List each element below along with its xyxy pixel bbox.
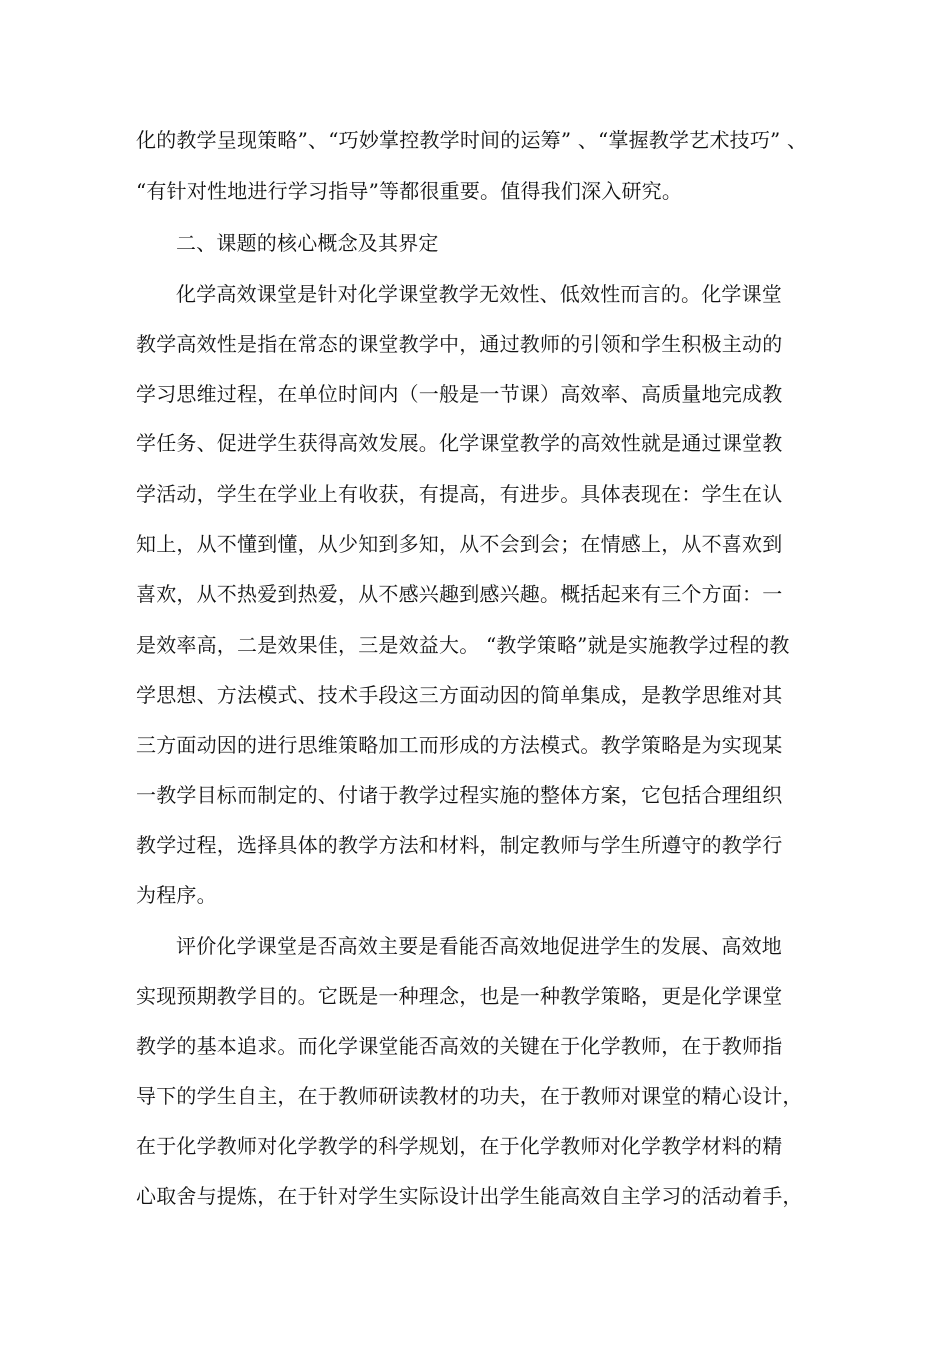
text-line: 知上，从不懂到懂，从少知到多知，从不会到会；在情感上，从不喜欢到: [136, 532, 783, 556]
text-line: 心取舍与提炼，在于针对学生实际设计出学生能高效自主学习的活动着手，: [136, 1184, 803, 1208]
text-line: 学思想、方法模式、技术手段这三方面动因的简单集成，是教学思维对其: [136, 683, 783, 707]
text-line: 实现预期教学目的。它既是一种理念，也是一种教学策略，更是化学课堂: [136, 984, 783, 1008]
section-heading: 二、课题的核心概念及其界定: [176, 231, 439, 255]
text-line: 教学的基本追求。而化学课堂能否高效的关键在于化学教师，在于教师指: [136, 1034, 783, 1058]
text-line: 教学过程，选择具体的教学方法和材料，制定教师与学生所遵守的教学行: [136, 833, 783, 857]
text-line: 三方面动因的进行思维策略加工而形成的方法模式。教学策略是为实现某: [136, 733, 783, 757]
text-line: 化的教学呈现策略”、“巧妙掌控教学时间的运筹” 、“掌握教学艺术技巧” 、: [136, 128, 808, 152]
paragraph-start: 化学高效课堂是针对化学课堂教学无效性、低效性而言的。化学课堂: [176, 282, 782, 306]
text-line: 一教学目标而制定的、付诸于教学过程实施的整体方案，它包括合理组织: [136, 783, 783, 807]
text-line: 教学高效性是指在常态的课堂教学中，通过教师的引领和学生积极主动的: [136, 332, 783, 356]
text-line: 学习思维过程，在单位时间内（一般是一节课）高效率、高质量地完成教: [136, 382, 783, 406]
text-line: “有针对性地进行学习指导”等都很重要。值得我们深入研究。: [136, 179, 683, 203]
text-line: 是效率高，二是效果佳，三是效益大。 “教学策略”就是实施教学过程的教: [136, 633, 790, 657]
text-line: 为程序。: [136, 883, 217, 907]
text-line: 学活动，学生在学业上有收获，有提高，有进步。具体表现在：学生在认: [136, 482, 783, 506]
text-line: 在于化学教师对化学教学的科学规划，在于化学教师对化学教学材料的精: [136, 1134, 783, 1158]
paragraph-start: 评价化学课堂是否高效主要是看能否高效地促进学生的发展、高效地: [176, 934, 782, 958]
text-line: 喜欢，从不热爱到热爱，从不感兴趣到感兴趣。概括起来有三个方面：一: [136, 582, 783, 606]
text-line: 学任务、促进学生获得高效发展。化学课堂教学的高效性就是通过课堂教: [136, 431, 783, 455]
text-line: 导下的学生自主，在于教师研读教材的功夫，在于教师对课堂的精心设计，: [136, 1084, 803, 1108]
